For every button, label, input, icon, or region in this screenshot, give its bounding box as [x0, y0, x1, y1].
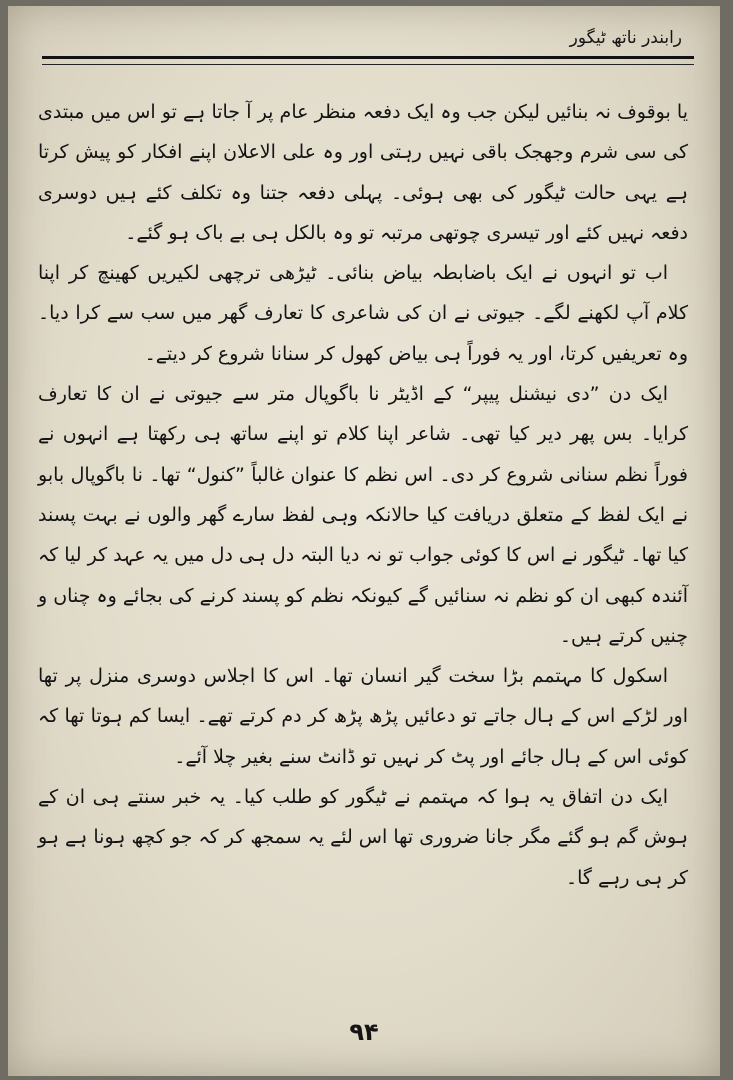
- body-text: [38, 92, 688, 898]
- paragraph: یا بوقوف نہ بنائیں لیکن جب وہ ایک دفعہ منظر عام پر آ جاتا ہے تو اس میں مبتدی کی سی شرم وجھجک باقی نہیں رہتی اور وہ علی الاعلان اپنے افکار کو پیش کرتا ہے یہی حالت ٹیگور کی بھی ہوئی۔ پہلی دفعہ جتنا وہ تکلف کئے ہیں دوسری دفعہ نہیں کئے اور تیسری چوتھی مرتبہ تو وہ بالکل ہی بے باک ہو گئے۔: [38, 101, 688, 244]
- page-number: ۹۴: [349, 1018, 379, 1046]
- paragraph: ایک دن ”دی نیشنل پیپر“ کے اڈیٹر نا باگوپال متر سے جیوتی نے ان کا تعارف کرایا۔ بس پھر دیر کیا تھی۔ شاعر اپنا کلام تو اپنے ساتھ ہی رکھتا ہے انہوں نے فوراً نظم سنانی شروع کر دی۔ اس نظم کا عنوان غالباً ”کنول“ تھا۔ نا باگوپال بابو نے ایک لفظ کے متعلق دریافت کیا حالانکہ وہی لفظ سارے گھر والوں نے بہت پسند کیا تھا۔ ٹیگور نے اس کا کوئی جواب تو نہ دیا البتہ دل ہی دل میں یہ عہد کر لیا کہ آئندہ کبھی ان کو نظم نہ سنائیں گے کیونکہ نظم کو پسند کرنے کی بجائے وہ چناں و چنیں کرتے ہیں۔: [38, 383, 688, 647]
- paragraph: اب تو انہوں نے ایک باضابطہ بیاض بنائی۔ ٹیڑھی ترچھی لکیریں کھینچ کر اپنا کلام آپ لکھنے لگے۔ جیوتی نے ان کی شاعری کا تعارف گھر میں سب سے کرا دیا۔ وہ تعریفیں کرتا، اور یہ فوراً ہی بیاض کھول کر سنانا شروع کر دیتے۔: [38, 262, 688, 365]
- header-rule-thick: [42, 56, 694, 59]
- book-page: [8, 6, 720, 1076]
- paragraph: ایک دن اتفاق یہ ہوا کہ مہتمم نے ٹیگور کو طلب کیا۔ یہ خبر سنتے ہی ان کے ہوش گم ہو گئے مگر جانا ضروری تھا اس لئے یہ سمجھ کر کہ جو کچھ ہونا ہے ہو کر ہی رہے گا۔: [38, 786, 688, 889]
- paragraph: اسکول کا مہتمم بڑا سخت گیر انسان تھا۔ اس کا اجلاس دوسری منزل پر تھا اور لڑکے اس کے ہال جاتے تو دعائیں پڑھ پڑھ کر دم کرتے تھے۔ ایسا کم ہوتا تھا کہ کوئی اس کے ہال جائے اور پٹ کر نہیں تو ڈانٹ سنے بغیر چلا آئے۔: [38, 665, 688, 768]
- running-head: رابندر ناتھ ٹیگور: [569, 28, 682, 48]
- header-rule-thin: [42, 64, 694, 65]
